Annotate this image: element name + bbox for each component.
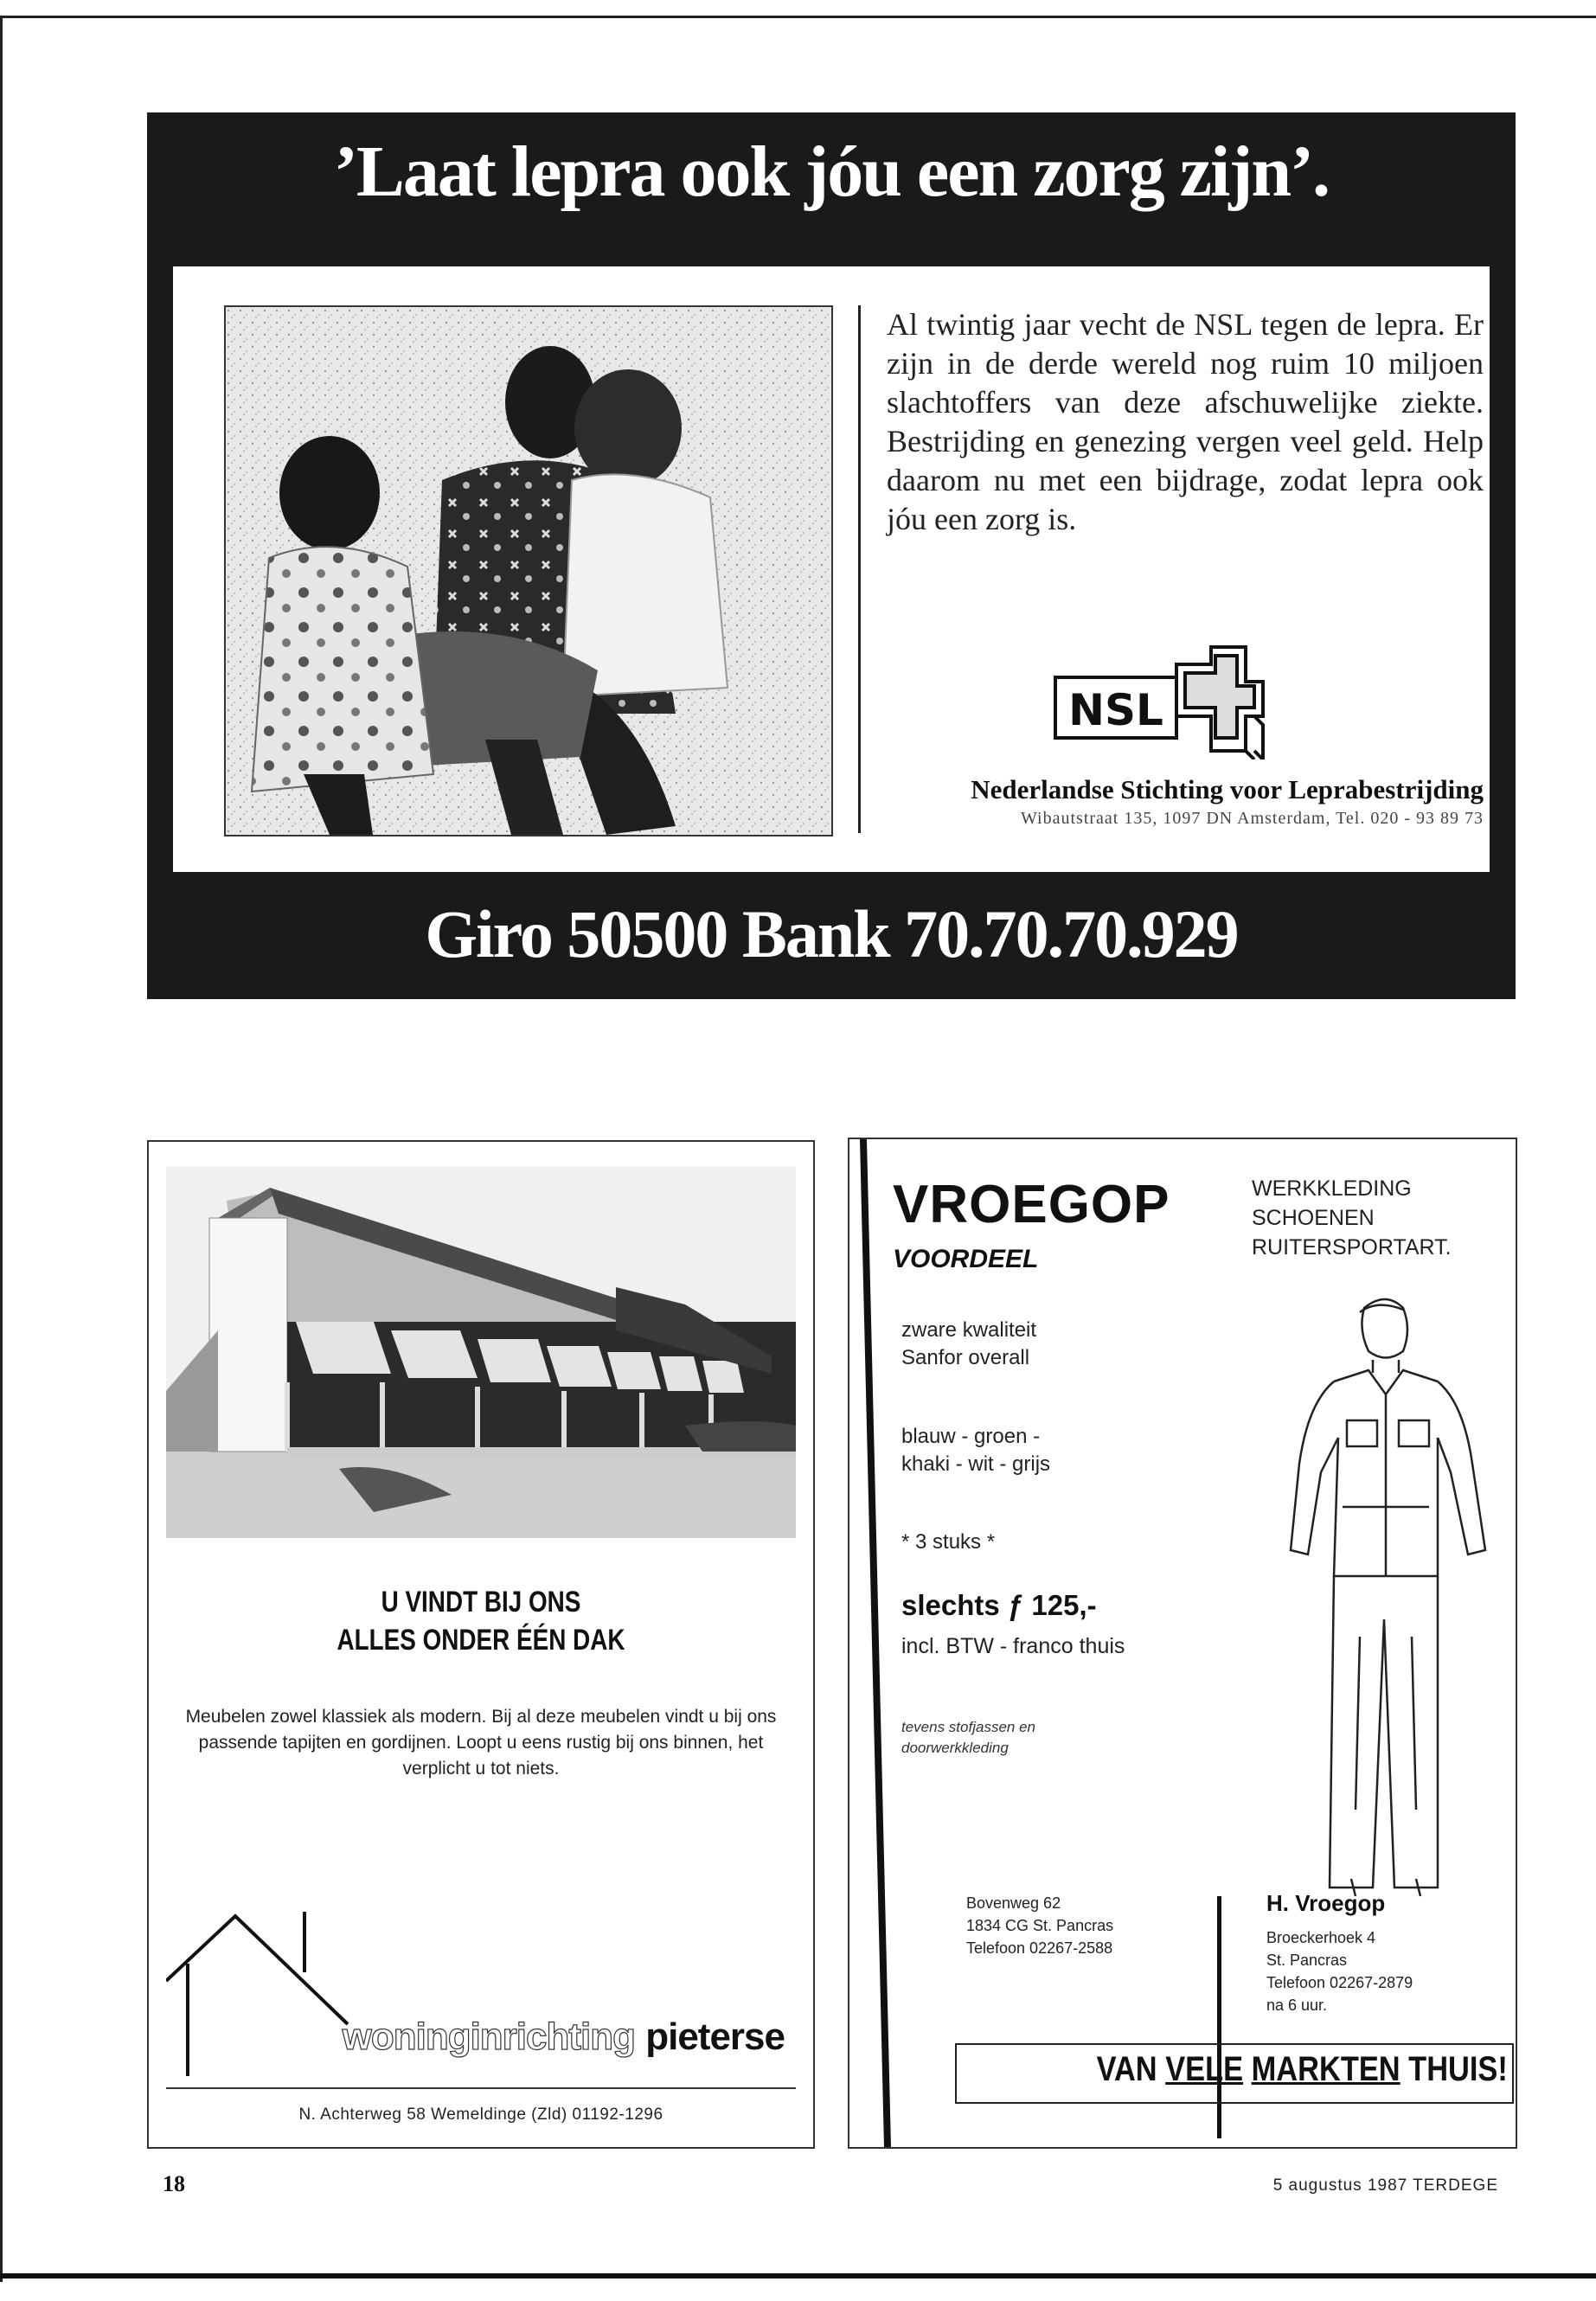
brand-dark: pieterse — [645, 2016, 785, 2058]
address-line: 1834 CG St. Pancras — [966, 1917, 1114, 1934]
address-line: Broeckerhoek 4 — [1266, 1929, 1376, 1946]
lepra-body-text: Al twintig jaar vecht de NSL tegen de lepra. Er zijn in de derde wereld nog ruim 10 miljoen slachtoffers van deze afschuwelijke ziekte. Bestrijding en genezing vergen veel geld. Help daarom nu met een bijdrage, zodat lepra ook jóu een zorg is. — [887, 307, 1484, 536]
brand-light: woninginrichting — [342, 2016, 635, 2058]
lepra-content-panel — [173, 266, 1490, 872]
vroegop-title: VROEGOP — [893, 1175, 1170, 1234]
organization-name: Nederlandse Stichting voor Leprabestrijding — [971, 774, 1484, 804]
price-note: incl. BTW - franco thuis — [901, 1634, 1125, 1658]
address-line: St. Pancras — [1266, 1952, 1348, 1969]
rule-divider — [166, 2087, 796, 2089]
address-line: Telefoon 02267-2879 — [1266, 1974, 1413, 1991]
price-text: slechts ƒ 125,- — [901, 1589, 1097, 1621]
pieterse-headline-line2: ALLES ONDER ÉÉN DAK — [337, 1624, 625, 1657]
shop-address-1 — [966, 1892, 1113, 1959]
extra-products — [901, 1717, 1035, 1759]
giro-bank-numbers: Giro 50500 Bank 70.70.70.929 — [425, 896, 1238, 971]
category-item: WERKKLEDING — [1252, 1176, 1412, 1201]
pieterse-headline — [208, 1583, 753, 1659]
product-description — [901, 1317, 1036, 1372]
overall-figure-illustration — [1273, 1291, 1498, 1913]
pieterse-advertisement — [147, 1140, 815, 2149]
page-border-top — [0, 16, 1596, 18]
color-line: blauw - groen - — [901, 1425, 1041, 1448]
nsl-logo — [1047, 638, 1272, 760]
store-photo — [166, 1166, 796, 1538]
slogan-part: MARKTEN — [1251, 2050, 1401, 2088]
quantity-text: * 3 stuks * — [901, 1530, 996, 1554]
slogan-part: THUIS! — [1400, 2050, 1508, 2088]
extra-line: doorwerkkleding — [901, 1740, 1009, 1756]
address-line: Bovenweg 62 — [966, 1894, 1061, 1912]
divider-line — [858, 305, 861, 833]
vroegop-advertisement — [848, 1138, 1517, 2149]
contact-name: H. Vroegop — [1266, 1890, 1386, 1916]
address-line: na 6 uur. — [1266, 1997, 1328, 2014]
pieterse-brand — [292, 2016, 785, 2059]
footer-date-publication: 5 augustus 1987 TERDEGE — [1272, 2176, 1498, 2195]
page-border-left — [0, 16, 3, 2282]
product-line: Sanfor overall — [901, 1346, 1030, 1369]
slogan-text — [1035, 2050, 1512, 2089]
address-line: Telefoon 02267-2588 — [966, 1939, 1113, 1957]
pieterse-headline-line1: U VINDT BIJ ONS — [381, 1586, 581, 1618]
vroegop-subtitle: VOORDEEL — [893, 1245, 1039, 1273]
slogan-part: VAN — [1096, 2050, 1166, 2088]
vroegop-categories — [1252, 1174, 1452, 1262]
lepra-advertisement — [147, 112, 1516, 999]
slogan-part: VELE — [1165, 2050, 1244, 2088]
category-item: RUITERSPORTART. — [1252, 1235, 1452, 1259]
shop-address-2 — [1266, 1926, 1413, 2016]
page-border-bottom — [0, 2273, 1596, 2279]
lepra-headline: ’Laat lepra ook jóu een zorg zijn’. — [333, 131, 1330, 212]
organization-address: Wibautstraat 135, 1097 DN Amsterdam, Tel. 020 - 93 89 73 — [1020, 809, 1484, 828]
slogan-box — [955, 2043, 1514, 2104]
color-line: khaki - wit - grijs — [901, 1452, 1051, 1476]
slogan-part — [1243, 2050, 1252, 2088]
pieterse-address: N. Achterweg 58 Wemeldinge (Zld) 01192-1296 — [298, 2106, 663, 2124]
product-line: zware kwaliteit — [901, 1318, 1037, 1342]
extra-line: tevens stofjassen en — [901, 1719, 1035, 1735]
color-options — [901, 1423, 1050, 1478]
nsl-logo-text: NSL — [1068, 685, 1163, 735]
pieterse-body-text: Meubelen zowel klassiek als modern. Bij al deze meubelen vindt u bij ons passende tapijten en gordijnen. Loopt u eens rustig bij ons binnen, het verplicht u tot niets. — [185, 1707, 777, 1779]
category-item: SCHOENEN — [1252, 1206, 1375, 1230]
page-number: 18 — [163, 2171, 185, 2196]
family-photo — [224, 305, 833, 836]
